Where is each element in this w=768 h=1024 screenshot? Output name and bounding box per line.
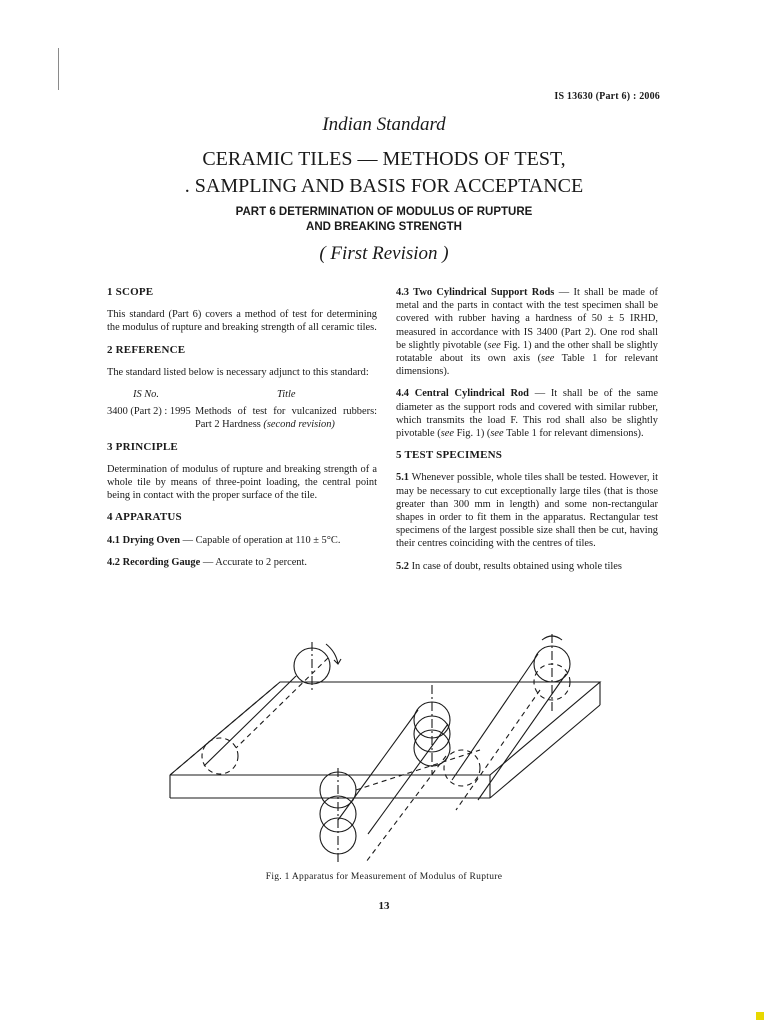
scope-text: This standard (Part 6) covers a method of test for determining the modulus of rupture and breaking strength of all ceramic tiles. — [107, 309, 377, 334]
left-support-rod — [202, 642, 341, 774]
scope-heading: 1 SCOPE — [107, 286, 154, 298]
clause-4-2-label: 4.2 Recording Gauge — [107, 556, 201, 568]
clause-4-4-text-1: — It shall be of the same diameter as the support rods and covered with similar rubber, which transmits the load F. This rod shall also be slightly pivotable ( — [396, 388, 658, 440]
principle-heading: 3 PRINCIPLE — [107, 440, 178, 453]
clause-4-3-text-3: Table 1 for relevant dimensions). — [396, 353, 658, 378]
clause-4-4-text-2: Fig. 1) ( — [454, 428, 491, 440]
ref-title-main: Methods of test for vulcanized rubbers: Part 2 Hardness — [195, 406, 377, 431]
apparatus-figure — [160, 630, 610, 865]
principle-text: Determination of modulus of rupture and breaking strength of a whole tile by means of three-point loading, the central point being in contact with the proper surface of the tile. — [107, 463, 377, 502]
clause-4-3-see-1: see — [487, 339, 501, 351]
page-number: 13 — [378, 900, 390, 912]
clause-4-3-text-2: Fig. 1) and the other shall be slightly rotatable about its own axis ( — [396, 339, 658, 365]
reference-table-header — [107, 388, 377, 401]
clause-4-1-text: — Capable of operation at 110 ± 5°C. — [180, 534, 341, 546]
right-column — [396, 286, 658, 582]
scan-corner-mark — [756, 1012, 764, 1020]
indian-standard-heading: Indian Standard — [322, 114, 446, 135]
ref-number: 3400 (Part 2) : 1995 — [107, 406, 191, 418]
test-specimens-heading: 5 TEST SPECIMENS — [396, 449, 503, 462]
reference-heading: 2 REFERENCE — [107, 343, 186, 356]
left-column — [107, 286, 377, 578]
clause-4-4-see-2: see — [490, 428, 504, 440]
scan-artifact-line — [58, 48, 59, 90]
ref-title — [195, 405, 377, 431]
figure-caption: Fig. 1 Apparatus for Measurement of Modulus of Rupture — [265, 872, 503, 882]
clause-4-4 — [396, 387, 658, 440]
clause-4-3-label: 4.3 Two Cylindrical Support Rods — [396, 287, 555, 298]
clause-5-2-text: In case of doubt, results obtained using whole tiles — [409, 560, 622, 572]
clause-5-1-text: Whenever possible, whole tiles shall be tested. However, it may be necessary to cut exceptionally large tiles (that is those greater than 300 mm in length) and some non-rectangular shapes in order to fit them in the apparatus. Rectangular test specimens of the largest possible size shall then be cut, having their centres coinciding with the centres of tiles. — [396, 472, 658, 550]
clause-4-3 — [396, 286, 658, 378]
clause-4-1 — [107, 534, 377, 547]
clause-5-2-label: 5.2 — [396, 560, 409, 572]
clause-5-1-label: 5.1 — [396, 472, 409, 484]
clause-4-2 — [107, 556, 377, 569]
part-line-1: PART 6 DETERMINATION OF MODULUS OF RUPTURE — [235, 206, 533, 218]
ref-col-is-no: IS No. — [133, 389, 159, 401]
ref-col-title: Title — [277, 389, 296, 401]
ref-title-revision: (second revision) — [263, 419, 335, 431]
part-line-2: AND BREAKING STRENGTH — [306, 221, 462, 233]
central-rod — [338, 685, 480, 862]
clause-5-2 — [396, 560, 658, 573]
lower-rod-stack — [320, 750, 480, 862]
clause-4-3-text-1: — It shall be made of metal and the parts in contact with the test specimen shall be covered with rubber having a hardness of 50 ± 5 IRHD, measured in accordance with IS 3400 (Part 2). One rod shall be slightly pivotable ( — [396, 287, 658, 351]
clause-4-4-see-1: see — [440, 428, 455, 440]
clause-4-4-text-3: Table 1 for relevant dimensions). — [503, 428, 644, 440]
clause-4-3-see-2: see — [541, 353, 555, 365]
title-line-1: CERAMIC TILES — METHODS OF TEST, — [202, 148, 566, 170]
clause-4-2-text: — Accurate to 2 percent. — [200, 556, 307, 568]
clause-4-4-label: 4.4 Central Cylindrical Rod — [396, 388, 529, 400]
reference-intro: The standard listed below is necessary adjunct to this standard: — [107, 366, 369, 378]
clause-5-1 — [396, 471, 658, 550]
apparatus-heading: 4 APPARATUS — [107, 511, 182, 524]
part-heading — [0, 205, 768, 235]
reference-row — [107, 405, 377, 431]
title-line-2: . SAMPLING AND BASIS FOR ACCEPTANCE — [184, 175, 584, 197]
revision-label: ( First Revision ) — [319, 243, 449, 264]
clause-4-1-label: 4.1 Drying Oven — [107, 534, 181, 546]
document-title — [0, 146, 768, 200]
standard-number: IS 13630 (Part 6) : 2006 — [554, 91, 660, 102]
